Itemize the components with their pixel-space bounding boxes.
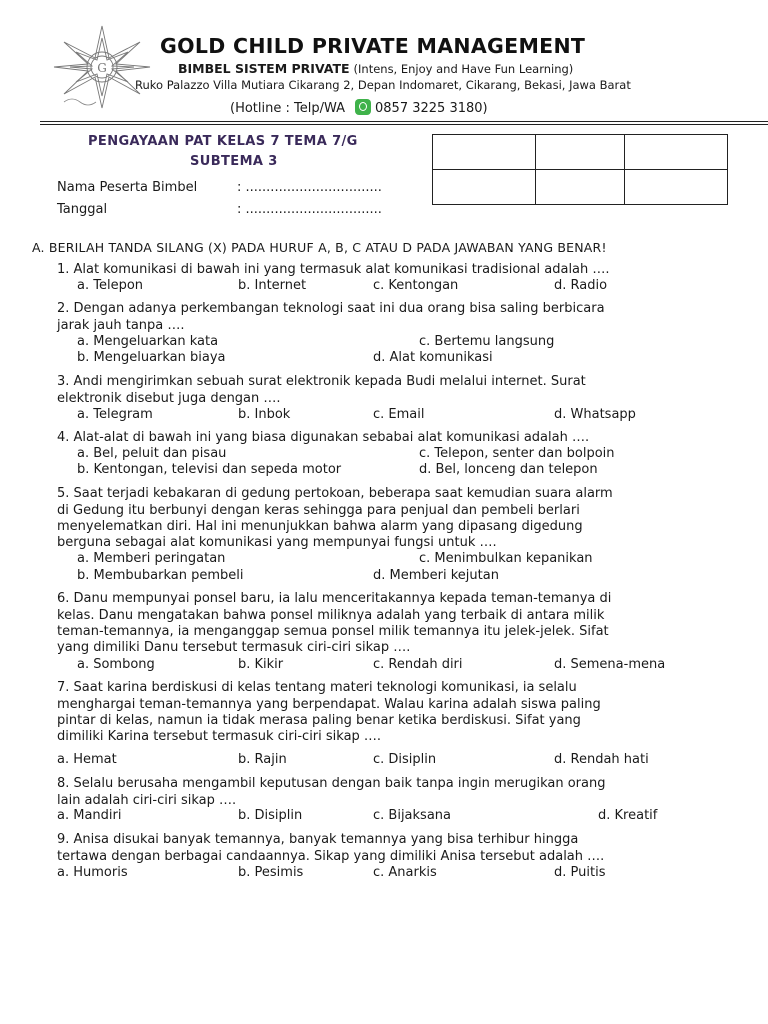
question-8-line-2: lain adalah ciri-ciri sikap ….: [57, 793, 237, 808]
worksheet-title: PENGAYAAN PAT KELAS 7 TEMA 7/G: [88, 134, 358, 149]
header-divider: [40, 121, 768, 122]
option-8a[interactable]: a. Mandiri: [57, 808, 122, 823]
option-7a[interactable]: a. Hemat: [57, 752, 117, 767]
option-3a[interactable]: a. Telegram: [77, 407, 153, 422]
option-6d[interactable]: d. Semena-mena: [554, 657, 666, 672]
option-4b[interactable]: b. Kentongan, televisi dan sepeda motor: [77, 462, 342, 477]
option-8c[interactable]: c. Bijaksana: [373, 808, 451, 823]
option-5a[interactable]: a. Memberi peringatan: [77, 551, 226, 566]
question-7-line-4: dimiliki Karina tersebut termasuk ciri-ciri sikap ….: [57, 729, 382, 744]
organization-name: GOLD CHILD PRIVATE MANAGEMENT: [160, 34, 586, 58]
hotline-number: 0857 3225 3180): [375, 101, 488, 116]
question-6-line-2: kelas. Danu mengatakan bahwa ponsel miliknya adalah yang terbaik di antara milik: [57, 608, 605, 623]
field-label-date: Tanggal: [57, 202, 108, 217]
question-6-line-3: teman-temannya, ia menganggap semua ponsel milik temannya itu jelek-jelek. Sifat: [57, 624, 609, 639]
option-2d[interactable]: d. Alat komunikasi: [373, 350, 493, 365]
option-5c[interactable]: c. Menimbulkan kepanikan: [419, 551, 593, 566]
option-2a[interactable]: a. Mengeluarkan kata: [77, 334, 219, 349]
option-3d[interactable]: d. Whatsapp: [554, 407, 636, 422]
organization-subtitle: [178, 61, 573, 76]
score-cell: [536, 135, 625, 170]
question-7-line-3: pintar di kelas, namun ia tidak merasa paling benar ketika berdiskusi. Sifat yang: [57, 713, 581, 728]
question-5-line-3: menyelematkan diri. Hal ini menunjukkan bahwa alarm yang dipasang digedung: [57, 519, 583, 534]
question-2-line-2: jarak jauh tanpa ….: [57, 318, 185, 333]
header-divider-double: [40, 124, 768, 125]
score-cell: [433, 135, 536, 170]
svg-text:G: G: [97, 61, 107, 75]
option-1c[interactable]: c. Kentongan: [373, 278, 459, 293]
option-5b[interactable]: b. Membubarkan pembeli: [77, 568, 244, 583]
option-3b[interactable]: b. Inbok: [238, 407, 291, 422]
option-6b[interactable]: b. Kikir: [238, 657, 284, 672]
star-compass-logo-icon: [52, 24, 152, 110]
option-7b[interactable]: b. Rajin: [238, 752, 287, 767]
question-2-line-1: 2. Dengan adanya perkembangan teknologi saat ini dua orang bisa saling berbicara: [57, 301, 605, 316]
option-2c[interactable]: c. Bertemu langsung: [419, 334, 555, 349]
question-6-line-4: yang dimiliki Danu tersebut termasuk ciri-ciri sikap ….: [57, 640, 411, 655]
question-7-line-2: menghargai teman-temannya yang berpendapat. Walau karina adalah siswa paling: [57, 697, 601, 712]
option-4d[interactable]: d. Bel, lonceng dan telepon: [419, 462, 598, 477]
question-3-line-1: 3. Andi mengirimkan sebuah surat elektronik kepada Budi melalui internet. Surat: [57, 374, 586, 389]
hotline: [230, 99, 488, 116]
option-8d[interactable]: d. Kreatif: [598, 808, 658, 823]
option-1d[interactable]: d. Radio: [554, 278, 608, 293]
option-8b[interactable]: b. Disiplin: [238, 808, 303, 823]
score-cell: [625, 135, 728, 170]
field-value-name[interactable]: : .................................: [237, 180, 382, 195]
option-9a[interactable]: a. Humoris: [57, 865, 128, 880]
option-1b[interactable]: b. Internet: [238, 278, 307, 293]
option-9c[interactable]: c. Anarkis: [373, 865, 437, 880]
question-3-line-2: elektronik disebut juga dengan ….: [57, 391, 281, 406]
question-5-line-4: berguna sebagai alat komunikasi yang mempunyai fungsi untuk ….: [57, 535, 497, 550]
question-6-line-1: 6. Danu mempunyai ponsel baru, ia lalu menceritakannya kepada teman-temanya di: [57, 591, 612, 606]
question-9-line-2: tertawa dengan berbagai candaannya. Sikap yang dimiliki Anisa tersebut adalah ….: [57, 849, 605, 864]
option-1a[interactable]: a. Telepon: [77, 278, 144, 293]
field-value-date[interactable]: : .................................: [237, 202, 382, 217]
subtitle-bold: BIMBEL SISTEM PRIVATE: [178, 61, 350, 76]
field-label-name: Nama Peserta Bimbel: [57, 180, 198, 195]
score-box-table: [432, 134, 728, 205]
option-2b[interactable]: b. Mengeluarkan biaya: [77, 350, 226, 365]
option-3c[interactable]: c. Email: [373, 407, 425, 422]
option-7c[interactable]: c. Disiplin: [373, 752, 437, 767]
section-a-instruction: A. BERILAH TANDA SILANG (X) PADA HURUF A, B, C ATAU D PADA JAWABAN YANG BENAR!: [32, 240, 607, 255]
subtitle-tagline: (Intens, Enjoy and Have Fun Learning): [353, 62, 574, 76]
option-9d[interactable]: d. Puitis: [554, 865, 606, 880]
option-5d[interactable]: d. Memberi kejutan: [373, 568, 499, 583]
question-4: 4. Alat-alat di bawah ini yang biasa digunakan sebabai alat komunikasi adalah ….: [57, 430, 590, 445]
score-cell: [536, 170, 625, 205]
question-5-line-2: di Gedung itu berbunyi dengan keras sehingga para penjual dan pembeli berlari: [57, 503, 580, 518]
option-4a[interactable]: a. Bel, peluit dan pisau: [77, 446, 227, 461]
option-4c[interactable]: c. Telepon, senter dan bolpoin: [419, 446, 615, 461]
option-6c[interactable]: c. Rendah diri: [373, 657, 463, 672]
hotline-label: (Hotline : Telp/WA: [230, 101, 346, 116]
worksheet-subtitle: SUBTEMA 3: [190, 154, 278, 169]
question-9-line-1: 9. Anisa disukai banyak temannya, banyak temannya yang bisa terhibur hingga: [57, 832, 579, 847]
question-8-line-1: 8. Selalu berusaha mengambil keputusan dengan baik tanpa ingin merugikan orang: [57, 776, 606, 791]
option-7d[interactable]: d. Rendah hati: [554, 752, 649, 767]
option-6a[interactable]: a. Sombong: [77, 657, 155, 672]
question-5-line-1: 5. Saat terjadi kebakaran di gedung pertokoan, beberapa saat kemudian suara alarm: [57, 486, 613, 501]
whatsapp-icon: [355, 99, 371, 115]
option-9b[interactable]: b. Pesimis: [238, 865, 304, 880]
question-1: 1. Alat komunikasi di bawah ini yang termasuk alat komunikasi tradisional adalah ….: [57, 262, 610, 277]
score-cell: [625, 170, 728, 205]
score-cell: [433, 170, 536, 205]
question-7-line-1: 7. Saat karina berdiskusi di kelas tentang materi teknologi komunikasi, ia selalu: [57, 680, 577, 695]
organization-address: Ruko Palazzo Villa Mutiara Cikarang 2, Depan Indomaret, Cikarang, Bekasi, Jawa Barat: [135, 78, 631, 92]
